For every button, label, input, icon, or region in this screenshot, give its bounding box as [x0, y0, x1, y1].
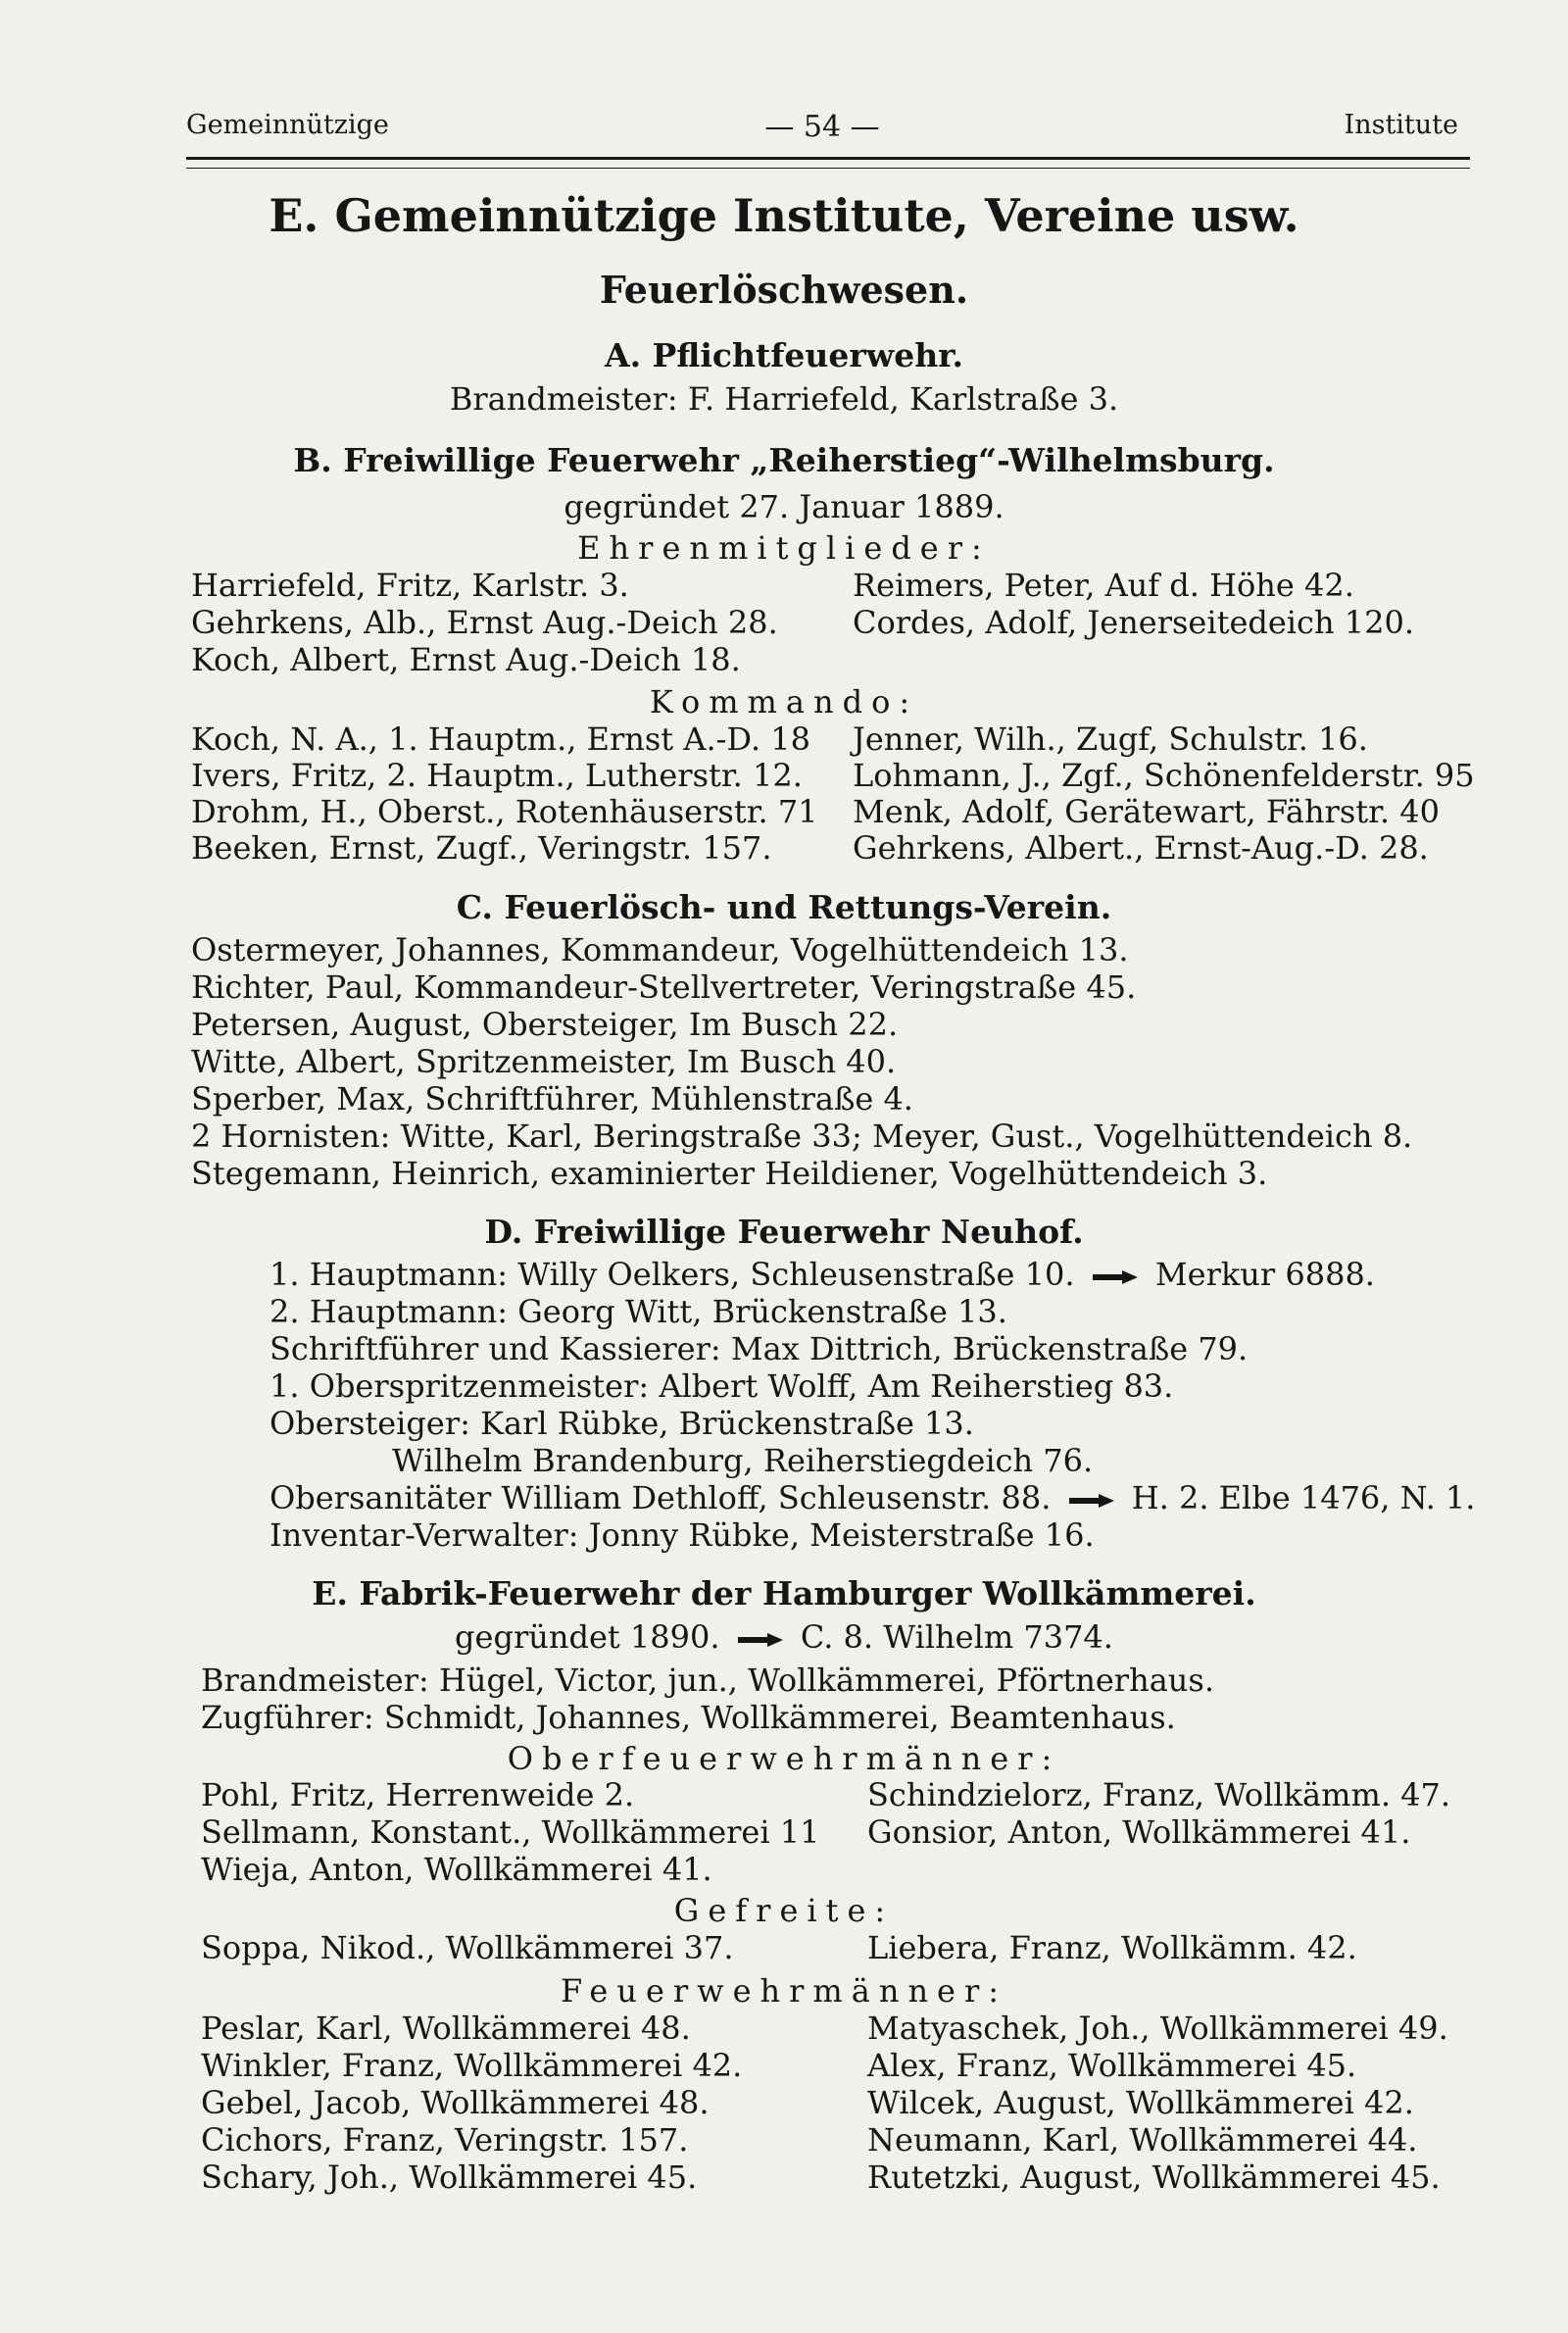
d-line-text: 1. Hauptmann: Willy Oelkers, Schleusenstraße 10. [270, 1256, 1075, 1293]
list-item: Jenner, Wilh., Zugf, Schulstr. 16. [853, 720, 1368, 758]
e-founded-text: gegründet 1890. [455, 1618, 720, 1656]
list-item: Koch, N. A., 1. Hauptm., Ernst A.-D. 18 [191, 720, 810, 758]
list-item: Schindzielorz, Franz, Wollkämm. 47. [867, 1776, 1451, 1813]
running-header [186, 110, 1458, 153]
list-item: Obersteiger: Karl Rübke, Brückenstraße 13. [270, 1405, 974, 1442]
list-item: Harriefeld, Fritz, Karlstr. 3. [191, 567, 629, 604]
list-item: Witte, Albert, Spritzenmeister, Im Busch 40. [191, 1043, 897, 1080]
list-item: Wieja, Anton, Wollkämmerei 41. [201, 1851, 712, 1888]
list-item: Drohm, H., Oberst., Rotenhäuserstr. 71 [191, 793, 818, 830]
e-gef-label: Gefreite: [673, 1892, 895, 1929]
list-item: Lohmann, J., Zgf., Schönenfelderstr. 95 [853, 757, 1475, 794]
list-item [270, 1256, 1375, 1293]
list-item: Matyaschek, Joh., Wollkämmerei 49. [867, 2010, 1448, 2047]
e-ober-label: Oberfeuerwehrmänner: [507, 1740, 1061, 1777]
a-brandmeister: Brandmeister: F. Harriefeld, Karlstraße 3. [449, 380, 1119, 418]
list-item: Neumann, Karl, Wollkämmerei 44. [867, 2121, 1418, 2159]
b-command-label: Kommando: [649, 683, 919, 720]
list-item: Pohl, Fritz, Herrenweide 2. [201, 1776, 635, 1813]
list-item: Schriftführer und Kassierer: Max Dittrich, Brückenstraße 79. [270, 1330, 1249, 1367]
e-fm-label: Feuerwehrmänner: [560, 1972, 1008, 2010]
list-item: Gebel, Jacob, Wollkämmerei 48. [201, 2084, 710, 2121]
telephone-icon [738, 1633, 783, 1647]
section-title: Feuerlöschwesen. [599, 268, 969, 312]
list-item: Peslar, Karl, Wollkämmerei 48. [201, 2010, 691, 2047]
b-founded: gegründet 27. Januar 1889. [564, 488, 1004, 525]
list-item: Soppa, Nikod., Wollkämmerei 37. [201, 1929, 734, 1966]
list-item: Menk, Adolf, Gerätewart, Fährstr. 40 [853, 793, 1440, 830]
header-right: Institute [1344, 110, 1458, 140]
list-item: Liebera, Franz, Wollkämm. 42. [867, 1929, 1357, 1966]
header-rule [186, 157, 1470, 169]
d-telephone: H. 2. Elbe 1476, N. 1. [1131, 1479, 1476, 1516]
b-honor-label: Ehrenmitglieder: [577, 529, 991, 567]
heading-a: A. Pflichtfeuerwehr. [604, 336, 964, 374]
list-item: Cordes, Adolf, Jenerseitedeich 120. [853, 604, 1414, 641]
list-item: Gehrkens, Alb., Ernst Aug.-Deich 28. [191, 604, 778, 641]
list-item: Inventar-Verwalter: Jonny Rübke, Meisterstraße 16. [270, 1516, 1095, 1554]
heading-b: B. Freiwillige Feuerwehr „Reiherstieg“-Wilhelmsburg. [293, 441, 1275, 479]
list-item: Schary, Joh., Wollkämmerei 45. [201, 2159, 698, 2196]
list-item: 2 Hornisten: Witte, Karl, Beringstraße 33; Meyer, Gust., Vogelhüttendeich 8. [191, 1117, 1413, 1155]
list-item: Winkler, Franz, Wollkämmerei 42. [201, 2047, 743, 2084]
list-item: Beeken, Ernst, Zugf., Veringstr. 157. [191, 829, 772, 867]
list-item: Sperber, Max, Schriftführer, Mühlenstraße 4. [191, 1080, 913, 1117]
list-item: Reimers, Peter, Auf d. Höhe 42. [853, 567, 1354, 604]
e-founded [0, 1618, 1568, 1656]
heading-c: C. Feuerlösch- und Rettungs-Verein. [456, 888, 1112, 926]
list-item: Wilcek, August, Wollkämmerei 42. [867, 2084, 1414, 2121]
list-item: Richter, Paul, Kommandeur-Stellvertreter, Veringstraße 45. [191, 968, 1137, 1006]
list-item: Stegemann, Heinrich, examinierter Heildiener, Vogelhüttendeich 3. [191, 1155, 1268, 1192]
list-item: Petersen, August, Obersteiger, Im Busch 22. [191, 1006, 899, 1043]
telephone-icon [1093, 1270, 1138, 1284]
list-item: Gehrkens, Albert., Ernst-Aug.-D. 28. [853, 829, 1429, 867]
list-item: Sellmann, Konstant., Wollkämmerei 11 [201, 1813, 820, 1851]
list-item: Alex, Franz, Wollkämmerei 45. [867, 2047, 1357, 2084]
telephone-icon [1069, 1494, 1114, 1508]
e-telephone: C. 8. Wilhelm 7374. [800, 1618, 1113, 1656]
page-title: E. Gemeinnützige Institute, Vereine usw. [269, 189, 1299, 242]
heading-d: D. Freiwillige Feuerwehr Neuhof. [484, 1213, 1084, 1251]
list-item: Zugführer: Schmidt, Johannes, Wollkämmerei, Beamtenhaus. [201, 1699, 1176, 1736]
list-item: Wilhelm Brandenburg, Reiherstiegdeich 76. [392, 1442, 1094, 1479]
list-item: Gonsior, Anton, Wollkämmerei 41. [867, 1813, 1411, 1851]
list-item: 2. Hauptmann: Georg Witt, Brückenstraße 13. [270, 1293, 1007, 1330]
list-item: Cichors, Franz, Veringstr. 157. [201, 2121, 689, 2159]
heading-e: E. Fabrik-Feuerwehr der Hamburger Wollkämmerei. [312, 1574, 1256, 1613]
list-item: Koch, Albert, Ernst Aug.-Deich 18. [191, 641, 741, 678]
list-item: Rutetzki, August, Wollkämmerei 45. [867, 2159, 1441, 2196]
header-left: Gemeinnützige [186, 110, 389, 140]
list-item: Ivers, Fritz, 2. Hauptm., Lutherstr. 12. [191, 757, 803, 794]
page-number: — 54 — [764, 110, 880, 144]
list-item: Ostermeyer, Johannes, Kommandeur, Vogelhüttendeich 13. [191, 931, 1129, 968]
list-item: 1. Oberspritzenmeister: Albert Wolff, Am Reiherstieg 83. [270, 1367, 1174, 1405]
list-item [270, 1479, 1475, 1516]
d-line-text: Obersanitäter William Dethloff, Schleusenstr. 88. [270, 1479, 1052, 1516]
list-item: Brandmeister: Hügel, Victor, jun., Wollkämmerei, Pförtnerhaus. [201, 1662, 1214, 1699]
d-telephone: Merkur 6888. [1154, 1256, 1375, 1293]
